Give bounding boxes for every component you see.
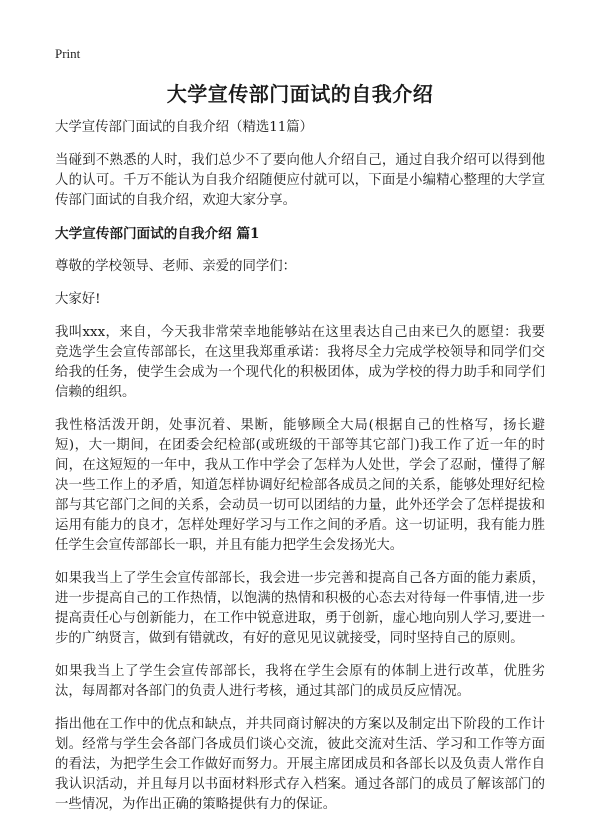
body-paragraph-1: 我叫xxx，来自，今天我非常荣幸地能够站在这里表达自己由来已久的愿望：我要竞选学生会宣传部部长，在这里我郑重承诺：我将尽全力完成学校领导和同学们交给我的任务，使学生会成为一个现代化的积极团体，成为学校的得力助手和同学们信赖的组织。: [55, 325, 545, 400]
print-link[interactable]: Print: [55, 46, 81, 61]
document-body: [55, 118, 545, 828]
section-heading: 大学宣传部门面试的自我介绍 篇1: [55, 226, 260, 242]
body-paragraph-5: 指出他在工作中的优点和缺点，并共同商讨解决的方案以及制定出下阶段的工作计划。经常与学生会各部门各成员们谈心交流，彼此交流对生活、学习和工作等方面的看法，为把学生会工作做好而努力。开展主席团成员和各部长以及负责人常作自我认识活动，并且每月以书面材料形式存入档案。通过各部门的成员了解该部门的一些情况，为作出正确的策略提供有力的保证。: [55, 717, 545, 812]
document-subtitle: 大学宣传部门面试的自我介绍（精选11篇）: [55, 120, 314, 135]
body-paragraph-3: 如果我当上了学生会宣传部部长，我会进一步完善和提高自己各方面的能力素质，进一步提高自己的工作热情，以饱满的热情和积极的心态去对待每一件事情,进一步提高责任心与创新能力，在工作中锐意进取，勇于创新，虚心地向别人学习,要进一步的广纳贤言，做到有错就改，有好的意见见议就接受，同时坚持自己的原则。: [55, 571, 545, 646]
body-paragraph-2: 我性格活泼开朗，处事沉着、果断，能够顾全大局(根据自己的性格写，扬长避短)，大一期间，在团委会纪检部(或班级的干部等其它部门)我工作了近一年的时间，在这短短的一年中，我从工作中学会了怎样为人处世，学会了忍耐，懂得了解决一些工作上的矛盾，知道怎样协调好纪检部各成员之间的关系，能够处理好纪检部与其它部门之间的关系，会动员一切可以团结的力量，此外还学会了怎样提拔和运用有能力的良才，怎样处理好学习与工作之间的矛盾。这一切证明，我有能力胜任学生会宣传部部长一职，并且有能力把学生会发扬光大。: [55, 418, 545, 553]
intro-paragraph: 当碰到不熟悉的人时，我们总少不了要向他人介绍自己，通过自我介绍可以得到他人的认可。千万不能认为自我介绍随便应付就可以，下面是小编精心整理的大学宣传部门面试的自我介绍，欢迎大家分享。: [55, 153, 545, 208]
greeting-paragraph: 尊敬的学校领导、老师、亲爱的同学们：: [55, 259, 297, 274]
page-title: 大学宣传部门面试的自我介绍: [166, 82, 434, 106]
body-paragraph-4: 如果我当上了学生会宣传部部长，我将在学生会原有的体制上进行改革，优胜劣汰，每周都对各部门的负责人进行考核，通过其部门的成员反应情况。: [55, 664, 545, 699]
hello-paragraph: 大家好!: [55, 292, 101, 307]
